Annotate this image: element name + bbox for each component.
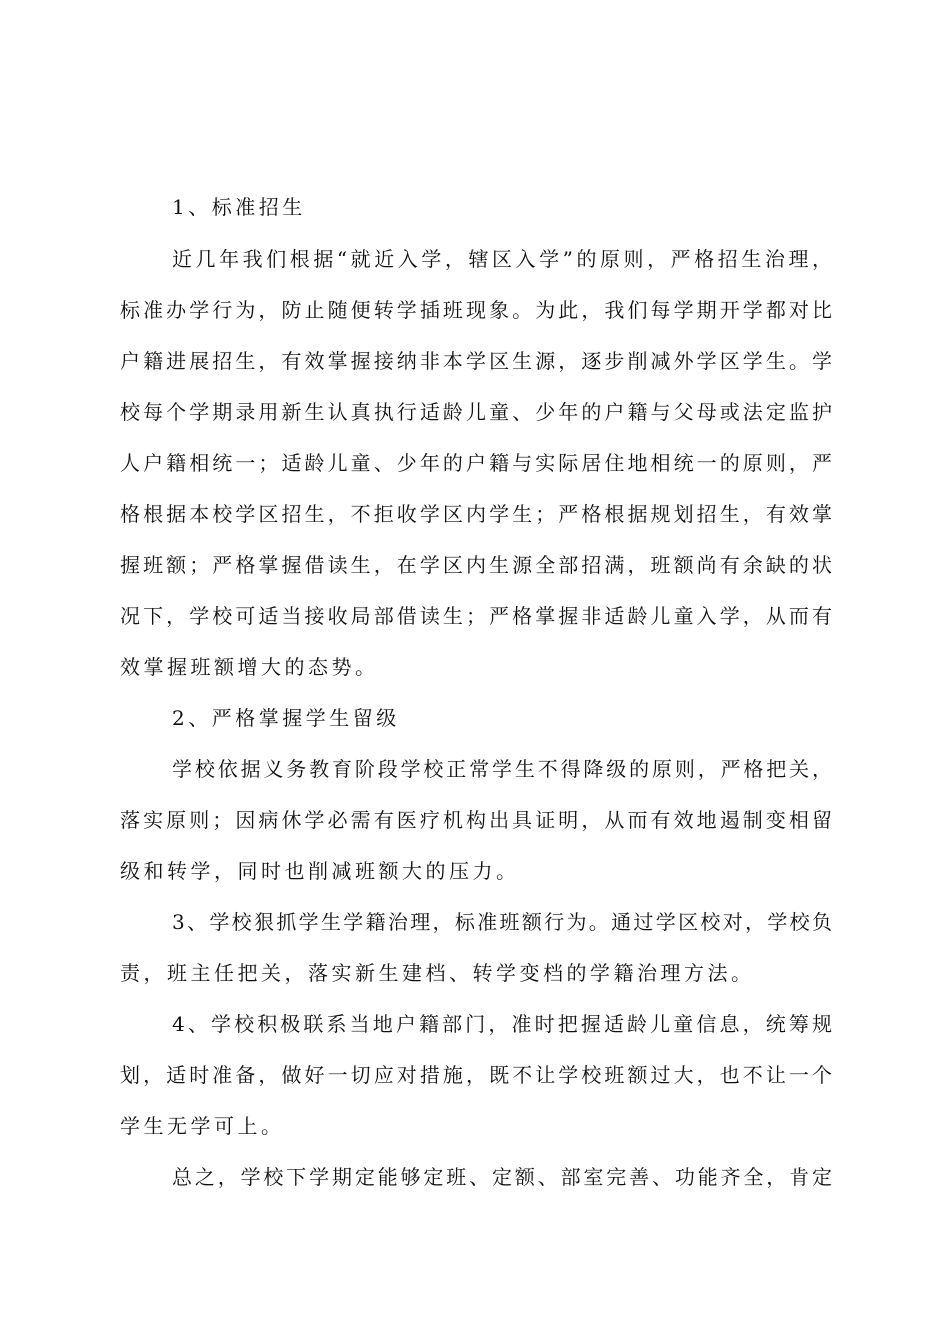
paragraph-line: 户籍进展招生，有效掌握接纳非本学区生源，逐步削减外学区学生。学 <box>120 349 832 373</box>
paragraph-line: 握班额；严格掌握借读生，在学区内生源全部招满，班额尚有余缺的状 <box>120 553 832 577</box>
paragraph-line: 人户籍相统一；适龄儿童、少年的户籍与实际居住地相统一的原则，严 <box>120 451 832 475</box>
paragraph-line: 标准办学行为，防止随便转学插班现象。为此，我们每学期开学都对比 <box>120 298 832 322</box>
paragraph-line: 落实原则；因病休学必需有医疗机构出具证明，从而有效地遏制变相留 <box>120 808 832 832</box>
paragraph-line: 格根据本校学区招生，不拒收学区内学生；严格根据规划招生，有效掌 <box>120 502 832 526</box>
paragraph-line: 4、学校积极联系当地户籍部门，准时把握适龄儿童信息，统筹规 <box>172 1012 832 1036</box>
paragraph-line: 划，适时准备，做好一切应对措施，既不让学校班额过大，也不让一个 <box>120 1063 832 1087</box>
paragraph-line: 学校依据义务教育阶段学校正常学生不得降级的原则，严格把关， <box>172 757 832 781</box>
section-heading-2: 2、严格掌握学生留级 <box>172 706 400 730</box>
paragraph-line: 校每个学期录用新生认真执行适龄儿童、少年的户籍与父母或法定监护 <box>120 400 832 424</box>
paragraph-line: 近几年我们根据“就近入学，辖区入学”的原则，严格招生治理， <box>172 247 832 271</box>
paragraph-line: 责，班主任把关，落实新生建档、转学变档的学籍治理方法。 <box>120 961 755 985</box>
paragraph-line: 学生无学可上。 <box>120 1114 285 1138</box>
paragraph-line: 总之，学校下学期定能够定班、定额、部室完善、功能齐全，肯定 <box>172 1165 832 1189</box>
paragraph-line: 效掌握班额增大的态势。 <box>120 655 379 679</box>
paragraph-line: 况下，学校可适当接收局部借读生；严格掌握非适龄儿童入学，从而有 <box>120 604 832 628</box>
section-heading-1: 1、标准招生 <box>172 195 306 219</box>
paragraph-line: 3、学校狠抓学生学籍治理，标准班额行为。通过学区校对，学校负 <box>172 910 832 934</box>
paragraph-line: 级和转学，同时也削减班额大的压力。 <box>120 859 520 883</box>
